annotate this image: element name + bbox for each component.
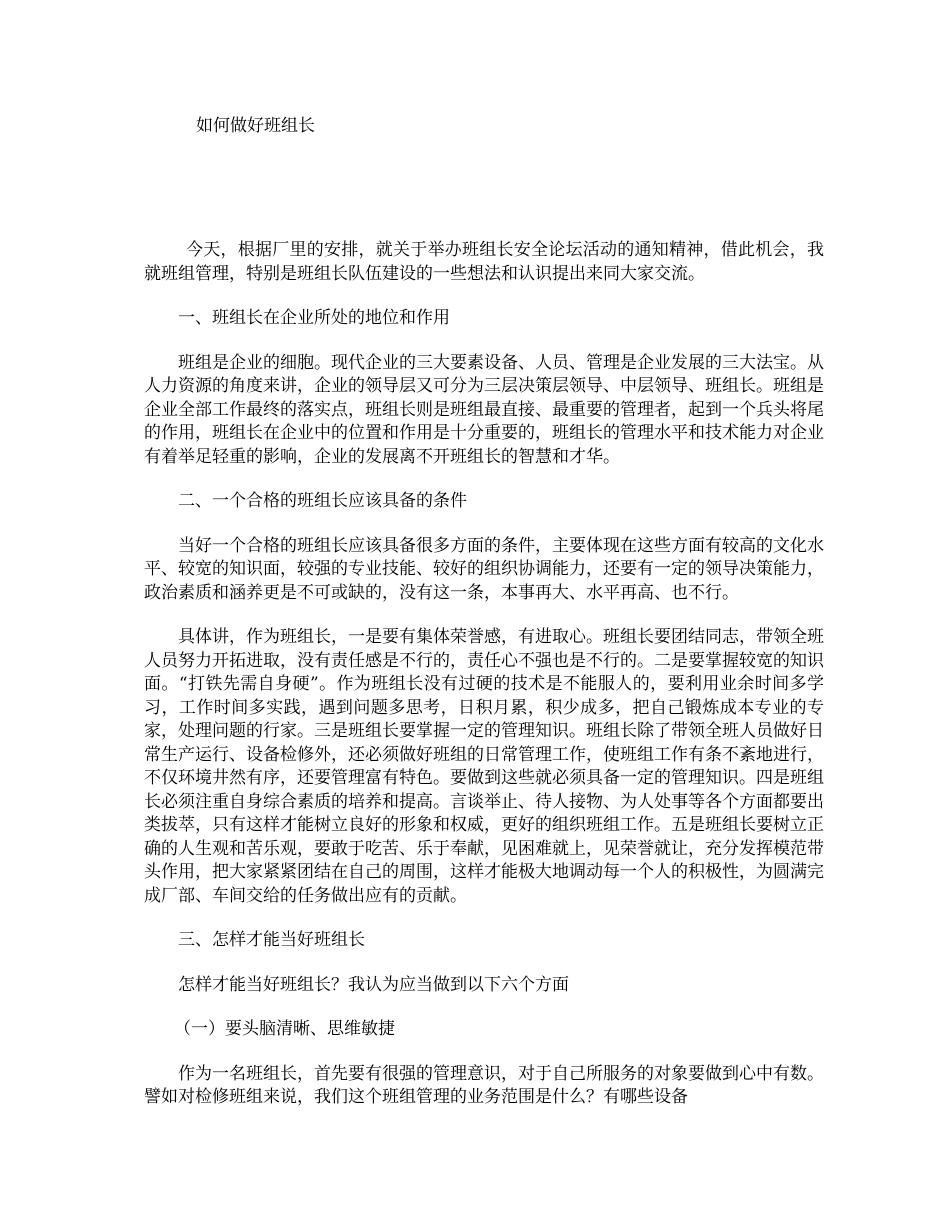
subsection-1-heading: （一）要头脑清晰、思维敏捷 (174, 1019, 395, 1039)
section-3-paragraph: 怎样才能当好班组长？我认为应当做到以下六个方面 (178, 974, 569, 995)
section-2-paragraph-1: 当好一个合格的班组长应该具备很多方面的条件，主要体现在这些方面有较高的文化水平、较宽的知识面，较强的专业技能、较好的组织协调能力，还要有一定的领导决策能力，政治素质和涵养更是不可或缺的，没有这一条，本事再大、水平再高、也不行。 (144, 535, 824, 603)
document-title: 如何做好班组长 (196, 116, 315, 136)
intro-paragraph: 今天，根据厂里的安排，就关于举办班组长安全论坛活动的通知精神，借此机会，我就班组管理，特别是班组长队伍建设的一些想法和认识提出来同大家交流。 (144, 240, 824, 284)
section-2-heading: 二、一个合格的班组长应该具备的条件 (178, 491, 467, 511)
document-body (144, 239, 824, 1131)
section-2-paragraph-2: 具体讲，作为班组长，一是要有集体荣誉感，有进取心。班组长要团结同志，带领全班人员努力开拓进取，没有责任感是不行的，责任心不强也是不行的。二是要掌握较宽的知识面。“打铁先需自身硬”。作为班组长没有过硬的技术是不能服人的，要利用业余时间多学习，工作时间多实践，遇到问题多思考，日积月累，积少成多，把自己锻炼成本专业的专家，处理问题的行家。三是班组长要掌握一定的管理知识。班组长除了带领全班人员做好日常生产运行、设备检修外，还必须做好班组的日常管理工作，使班组工作有条不紊地进行，不仅环境井然有序，还要管理富有特色。要做到这些就必须具备一定的管理知识。四是班组长必须注重自身综合素质的培养和提高。言谈举止、待人接物、为人处事等各个方面都要出类拔萃，只有这样才能树立良好的形象和权威，更好的组织班组工作。五是班组长要树立正确的人生观和苦乐观，要敢于吃苦、乐于奉献，见困难就上，见荣誉就让，充分发挥模范带头作用，把大家紧紧团结在自己的周围，这样才能极大地调动每一个人的积极性，为圆满完成厂部、车间交给的任务做出应有的贡献。 (144, 627, 824, 906)
section-1-heading: 一、班组长在企业所处的地位和作用 (178, 308, 450, 328)
subsection-1-paragraph: 作为一名班组长，首先要有很强的管理意识，对于自己所服务的对象要做到心中有数。譬如对检修班组来说，我们这个班组管理的业务范围是什么？有哪些设备 (144, 1063, 824, 1107)
section-1-paragraph: 班组是企业的细胞。现代企业的三大要素设备、人员、管理是企业发展的三大法宝。从人力资源的角度来讲，企业的领导层又可分为三层决策层领导、中层领导、班组长。班组是企业全部工作最终的落实点，班组长则是班组最直接、最重要的管理者，起到一个兵头将尾的作用，班组长在企业中的位置和作用是十分重要的，班组长的管理水平和技术能力对企业有着举足轻重的影响，企业的发展离不开班组长的智慧和才华。 (144, 352, 824, 467)
section-3-heading: 三、怎样才能当好班组长 (178, 930, 365, 950)
